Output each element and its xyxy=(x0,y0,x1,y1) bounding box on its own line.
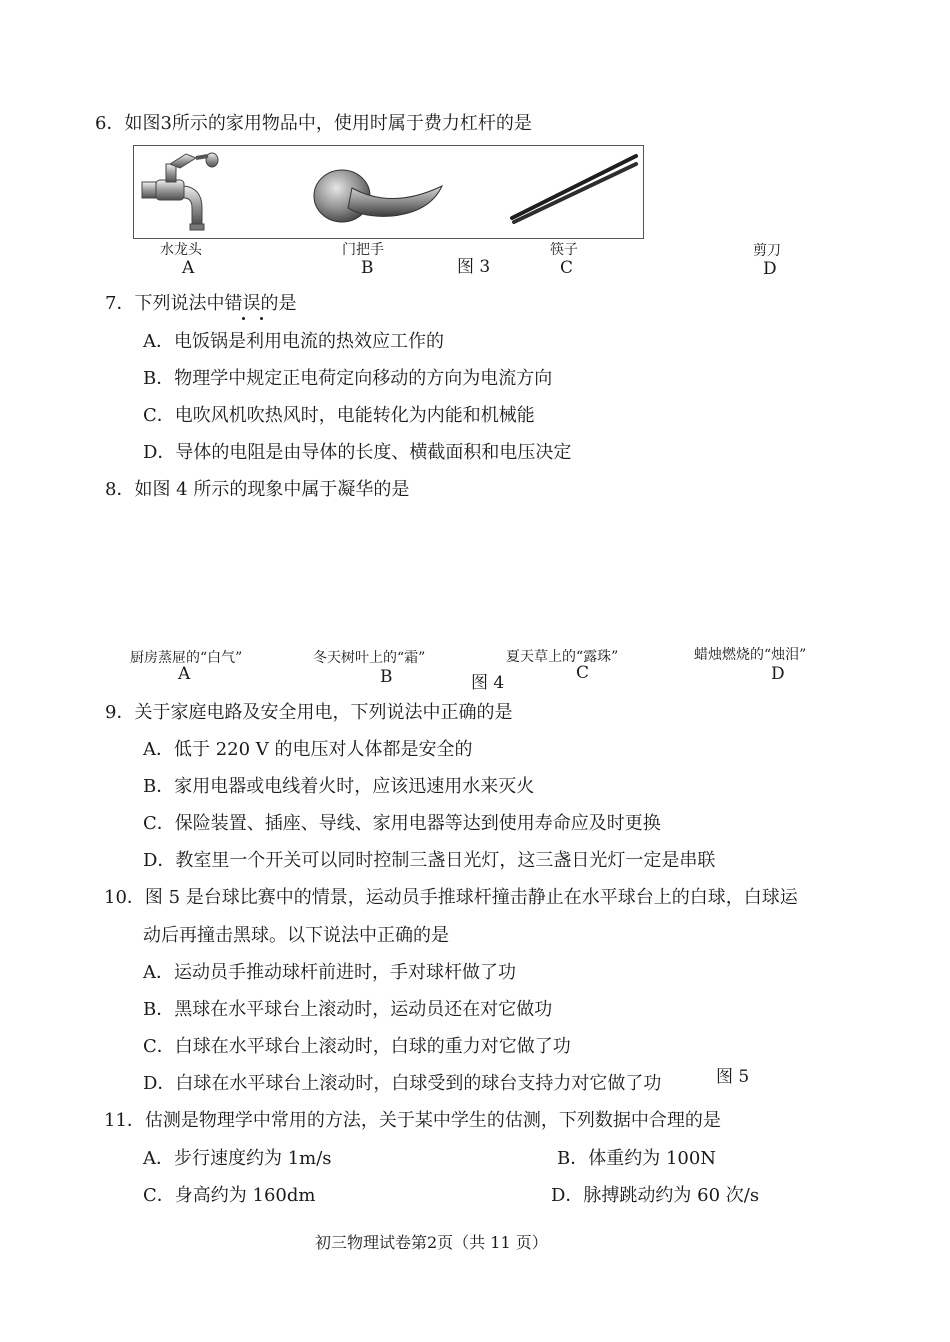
q10-option-d: D．白球在水平球台上滚动时，白球受到的球台支持力对它做了功 xyxy=(143,1073,662,1094)
fig3-caption-d: 剪刀 xyxy=(753,243,781,259)
q9-stem: 9．关于家庭电路及安全用电，下列说法中正确的是 xyxy=(105,702,513,723)
fig4-letter-d: D xyxy=(771,664,785,684)
q9-option-a: A．低于 220 V 的电压对人体都是安全的 xyxy=(143,739,473,760)
q10-option-b: B．黑球在水平球台上滚动时，运动员还在对它做功 xyxy=(143,999,553,1020)
fig4-letter-c: C xyxy=(576,663,590,683)
fig4-letter-b: B xyxy=(380,667,393,687)
q7-option-d: D．导体的电阻是由导体的长度、横截面积和电压决定 xyxy=(143,442,572,463)
faucet-image xyxy=(140,150,220,234)
fig3-letter-b: B xyxy=(361,258,374,278)
q7-option-a: A．电饭锅是利用电流的热效应工作的 xyxy=(143,331,444,352)
emphasis-dot xyxy=(260,317,263,320)
q6-stem: 6．如图3所示的家用物品中，使用时属于费力杠杆的是 xyxy=(95,113,532,134)
fig3-caption-b: 门把手 xyxy=(342,242,384,258)
q11-option-d: D．脉搏跳动约为 60 次/s xyxy=(551,1185,760,1206)
chopsticks-image xyxy=(508,152,640,224)
fig4-caption-a: 厨房蒸屉的“白气” xyxy=(130,650,243,666)
q10-stem-line1: 10．图 5 是台球比赛中的情景，运动员手推球杆撞击静止在水平球台上的白球，白球运 xyxy=(104,887,798,908)
q11-option-c: C．身高约为 160dm xyxy=(143,1185,316,1206)
fig4-letter-a: A xyxy=(178,664,191,684)
q8-stem: 8．如图 4 所示的现象中属于凝华的是 xyxy=(105,479,410,500)
figure-5-label: 图 5 xyxy=(716,1067,750,1087)
q10-option-a: A．运动员手推动球杆前进时，手对球杆做了功 xyxy=(143,962,516,983)
q7-stem: 7．下列说法中错误的是 xyxy=(105,293,297,314)
page-footer: 初三物理试卷第2页（共 11 页） xyxy=(315,1233,548,1252)
fig3-letter-d: D xyxy=(763,259,777,279)
emphasis-dot xyxy=(242,317,245,320)
fig3-letter-a: A xyxy=(182,258,195,278)
q9-option-c: C．保险装置、插座、导线、家用电器等达到使用寿命应及时更换 xyxy=(143,813,661,834)
q7-option-b: B．物理学中规定正电荷定向移动的方向为电流方向 xyxy=(143,368,553,389)
fig3-caption-c: 筷子 xyxy=(550,242,578,258)
fig3-caption-a: 水龙头 xyxy=(160,242,202,258)
door-handle-image xyxy=(312,166,447,230)
q10-option-c: C．白球在水平球台上滚动时，白球的重力对它做了功 xyxy=(143,1036,571,1057)
fig3-letter-c: C xyxy=(560,258,574,278)
q11-option-b: B．体重约为 100N xyxy=(557,1148,717,1169)
q11-stem: 11．估测是物理学中常用的方法，关于某中学生的估测，下列数据中合理的是 xyxy=(104,1110,721,1131)
q11-option-a: A．步行速度约为 1m/s xyxy=(143,1148,332,1169)
q9-option-b: B．家用电器或电线着火时，应该迅速用水来灭火 xyxy=(143,776,535,797)
fig4-caption-c: 夏天草上的“露珠” xyxy=(506,649,619,665)
fig4-caption-d: 蜡烛燃烧的“烛泪” xyxy=(694,647,807,663)
q7-option-c: C．电吹风机吹热风时，电能转化为内能和机械能 xyxy=(143,405,535,426)
figure-4-label: 图 4 xyxy=(471,673,505,693)
fig4-caption-b: 冬天树叶上的“霜” xyxy=(313,650,426,666)
q10-stem-line2: 动后再撞击黑球。以下说法中正确的是 xyxy=(143,925,449,946)
q9-option-d: D．教室里一个开关可以同时控制三盏日光灯，这三盏日光灯一定是串联 xyxy=(143,850,716,871)
figure-3-label: 图 3 xyxy=(457,257,491,277)
